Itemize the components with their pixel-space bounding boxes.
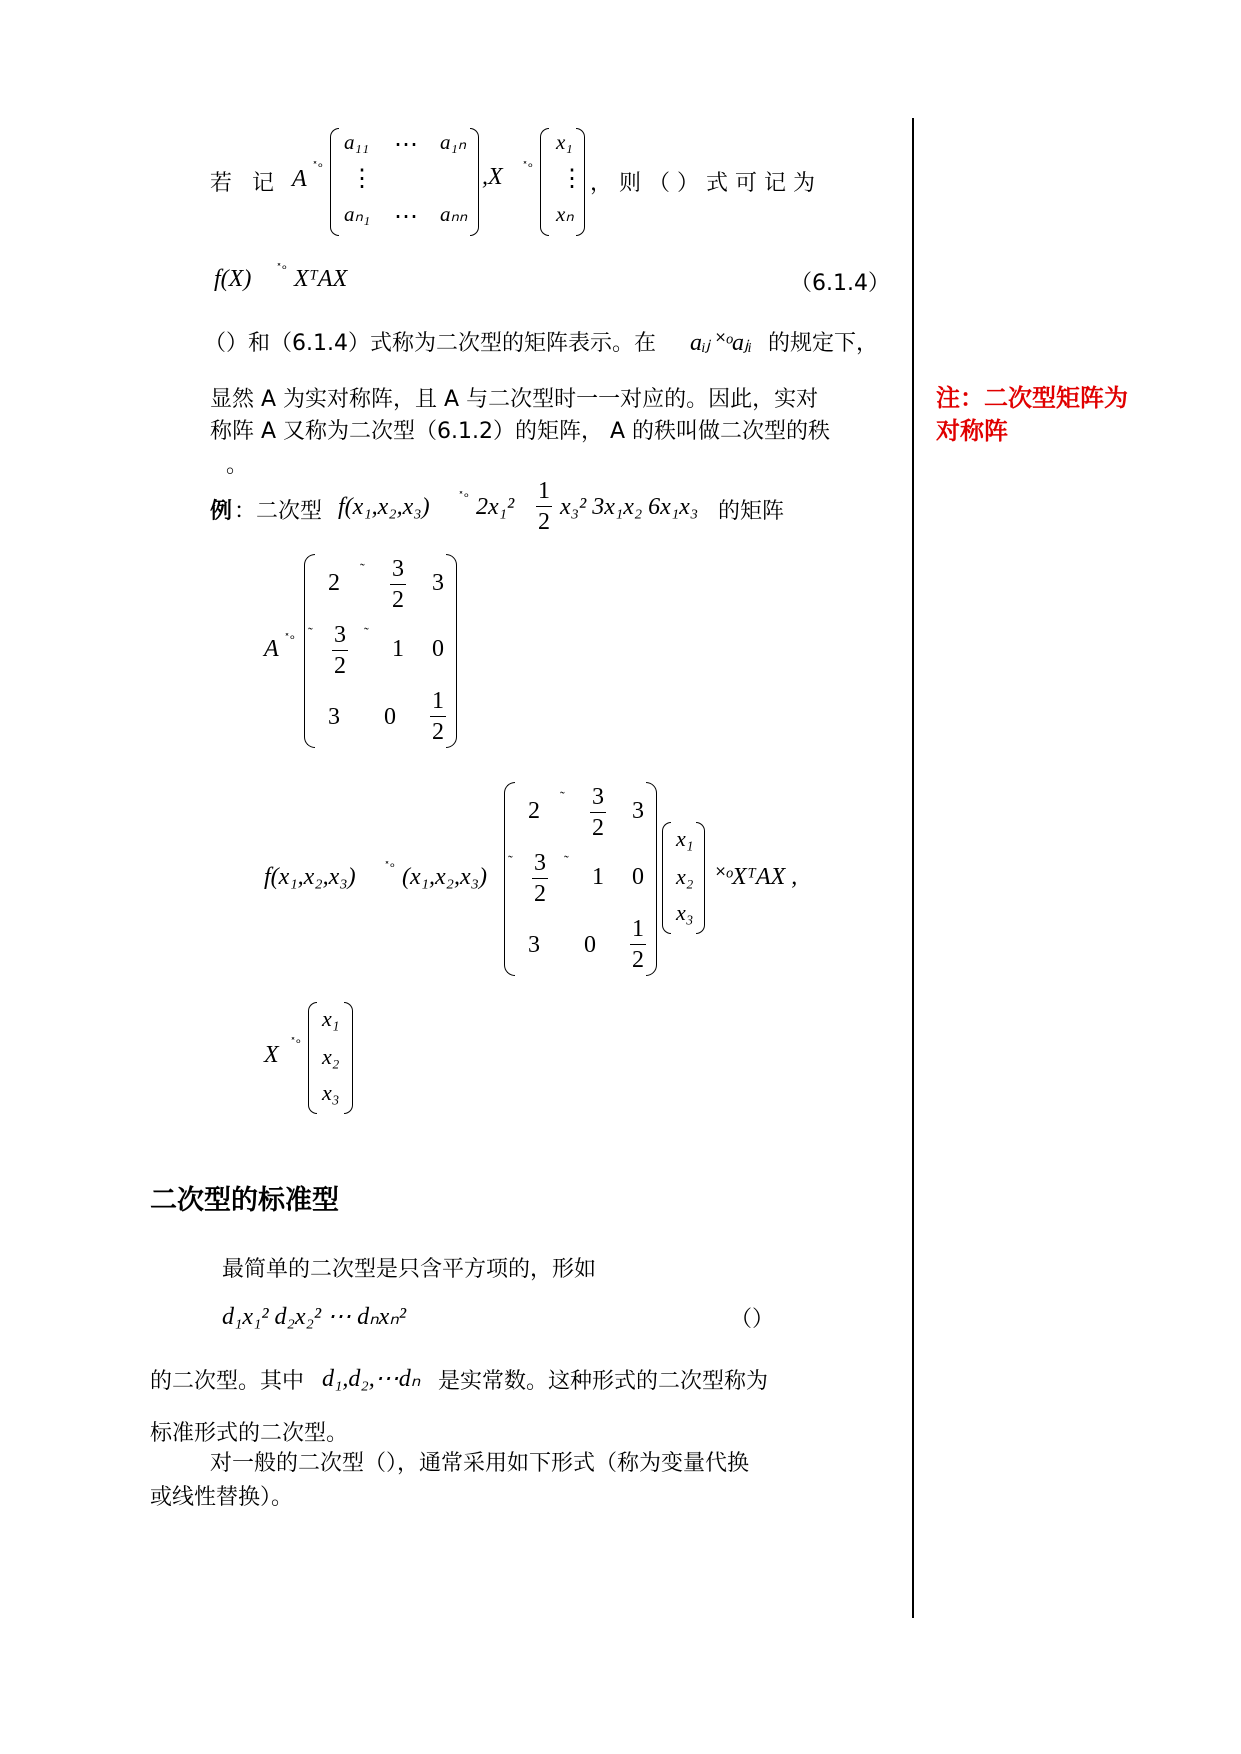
half-den: 2 — [538, 509, 550, 535]
a-r2c3: 0 — [432, 636, 444, 662]
a-r3c3 — [430, 688, 446, 744]
a-r3c2: 0 — [384, 704, 396, 730]
q-r1c2-num: 3 — [590, 785, 606, 813]
quad-x1: x₁ — [676, 826, 694, 851]
q-r3c3-num: 1 — [630, 917, 646, 945]
q-r2c1-num: 3 — [532, 851, 548, 879]
example-terms2: x₃² 3x₁x₂ 6x₁x₃ — [560, 494, 699, 520]
q-r2-tilde2: ˜ — [564, 854, 569, 869]
eq-lhs: f(X) — [214, 266, 252, 292]
q-r1-tilde: ˜ — [560, 790, 565, 805]
example-func: f(x₁,x₂,x₃) — [338, 494, 430, 520]
eq-label: （6.1.4） — [790, 271, 890, 296]
margin-divider — [912, 118, 914, 1618]
quad-matrix-right-paren — [646, 782, 657, 976]
q-r2c1-den: 2 — [534, 881, 546, 907]
std-line4: 或线性替换）。 — [150, 1485, 294, 1510]
eq-rhs: XᵀAX — [294, 266, 348, 292]
para-line-4: 。 — [226, 453, 249, 478]
q-r1c1: 2 — [528, 798, 540, 824]
q-r2-tilde1: ˜ — [508, 854, 513, 869]
definition-tail: ， 则 （ ） 式 可 记 为 — [590, 171, 815, 196]
q-r3c3-den: 2 — [632, 947, 644, 973]
q-r1c2 — [590, 784, 606, 840]
a-r2-tilde2: ˜ — [364, 626, 369, 641]
para-line-1b: 的规定下， — [768, 331, 879, 356]
quad-row-vector: (x₁,x₂,x₃) — [402, 864, 487, 890]
a-r3c1: 3 — [328, 704, 340, 730]
example-equals: ˟ᵒ — [458, 490, 469, 504]
std-line2: 标准形式的二次型。 — [150, 1421, 349, 1446]
eq-equals: ˟ᵒ — [276, 262, 287, 276]
a-r2-tilde1: ˜ — [308, 626, 313, 641]
matrixA-left-paren — [304, 554, 315, 748]
std-coeffs: d₁,d₂,⋯dₙ — [322, 1366, 421, 1392]
quad-lhs: f(x₁,x₂,x₃) — [264, 864, 356, 890]
entry-ann: aₙₙ — [440, 202, 468, 226]
vdots-left: ⋮ — [350, 166, 374, 192]
a-r2c1-den: 2 — [334, 653, 346, 679]
xvec-equals: ˟ᵒ — [290, 1036, 301, 1050]
std-formula-label: （） — [730, 1307, 775, 1332]
quad-col-left-paren — [662, 822, 671, 934]
std-line1a: 的二次型。其中 — [150, 1369, 305, 1394]
example-half — [536, 478, 552, 534]
a-r2c1-num: 3 — [332, 623, 348, 651]
matrix-left-paren — [330, 128, 339, 236]
quad-x3: x₃ — [676, 900, 694, 925]
a-r2c1 — [332, 622, 348, 678]
q-r3c3 — [630, 916, 646, 972]
a-r2c2: 1 — [392, 636, 404, 662]
symbol-X: ,X — [482, 164, 503, 190]
quad-equals: ˟ᵒ — [384, 860, 395, 874]
margin-note: 注：二次型矩阵为对称阵 — [936, 384, 1128, 445]
para-condition: aᵢⱼ ˟ᵒaⱼᵢ — [690, 330, 753, 356]
word-ji: 记 — [252, 171, 275, 196]
hdots-bottom: ⋯ — [394, 204, 418, 230]
entry-xn: xₙ — [556, 202, 574, 226]
xvec-x3: x₃ — [322, 1080, 340, 1105]
half-num: 1 — [536, 479, 552, 507]
vector-left-paren — [540, 128, 549, 236]
q-r2c1 — [532, 850, 548, 906]
matrixA-lhs: A — [264, 636, 279, 662]
equals-glyph-2: ˟ᵒ — [522, 160, 533, 174]
q-r3c2: 0 — [584, 932, 596, 958]
hdots-top: ⋯ — [394, 132, 418, 158]
xvec-lhs: X — [264, 1042, 279, 1068]
example-label: 例 — [210, 499, 233, 524]
a-r1c2 — [390, 556, 406, 612]
a-r1c3: 3 — [432, 570, 444, 596]
word-ruo: 若 — [210, 171, 233, 196]
q-r3c1: 3 — [528, 932, 540, 958]
entry-a11: a₁₁ — [344, 130, 370, 154]
std-line1b: 是实常数。这种形式的二次型称为 — [438, 1369, 769, 1394]
section-title: 二次型的标准型 — [150, 1185, 339, 1216]
std-line3: 对一般的二次型（），通常采用如下形式（称为变量代换 — [210, 1451, 750, 1476]
symbol-A: A — [292, 166, 307, 192]
quad-x2: x₂ — [676, 864, 694, 889]
xvec-right-paren — [344, 1002, 353, 1114]
q-r2c2: 1 — [592, 864, 604, 890]
a-r3c3-den: 2 — [432, 719, 444, 745]
xvec-x1: x₁ — [322, 1006, 340, 1031]
quad-col-right-paren — [696, 822, 705, 934]
para-line-2: 显然 A 为实对称阵，且 A 与二次型时一一对应的。因此，实对 — [210, 387, 819, 412]
quad-rhs: ˟ᵒXᵀAX , — [716, 864, 798, 890]
a-r1-tilde: ˜ — [360, 562, 365, 577]
std-intro: 最简单的二次型是只含平方项的，形如 — [222, 1257, 597, 1282]
a-r1c1: 2 — [328, 570, 340, 596]
entry-a1n: a₁ₙ — [440, 130, 467, 154]
q-r1c2-den: 2 — [592, 815, 604, 841]
example-term1: 2x₁² — [476, 494, 515, 520]
vdots-vector: ⋮ — [560, 166, 584, 192]
matrix-right-paren — [470, 128, 479, 236]
vector-right-paren — [576, 128, 585, 236]
q-r1c3: 3 — [632, 798, 644, 824]
xvec-left-paren — [308, 1002, 317, 1114]
a-r1c2-num: 3 — [390, 557, 406, 585]
para-line-3: 称阵 A 又称为二次型（6.1.2）的矩阵， A 的秩叫做二次型的秩 — [210, 419, 831, 444]
equals-glyph: ˟ᵒ — [312, 160, 323, 174]
a-r3c3-num: 1 — [430, 689, 446, 717]
q-r2c3: 0 — [632, 864, 644, 890]
std-formula: d₁x₁² d₂x₂² ⋯ dₙxₙ² — [222, 1304, 407, 1330]
matrixA-equals: ˟ᵒ — [284, 632, 295, 646]
example-text-b: 的矩阵 — [718, 499, 785, 524]
quad-matrix-left-paren — [504, 782, 515, 976]
entry-an1: aₙ₁ — [344, 202, 371, 226]
example-text: ：二次型 — [234, 499, 323, 524]
a-r1c2-den: 2 — [392, 587, 404, 613]
xvec-x2: x₂ — [322, 1044, 340, 1069]
matrixA-right-paren — [446, 554, 457, 748]
entry-x1: x₁ — [556, 130, 573, 154]
para-line-1: （）和（6.1.4）式称为二次型的矩阵表示。在 — [204, 331, 656, 356]
